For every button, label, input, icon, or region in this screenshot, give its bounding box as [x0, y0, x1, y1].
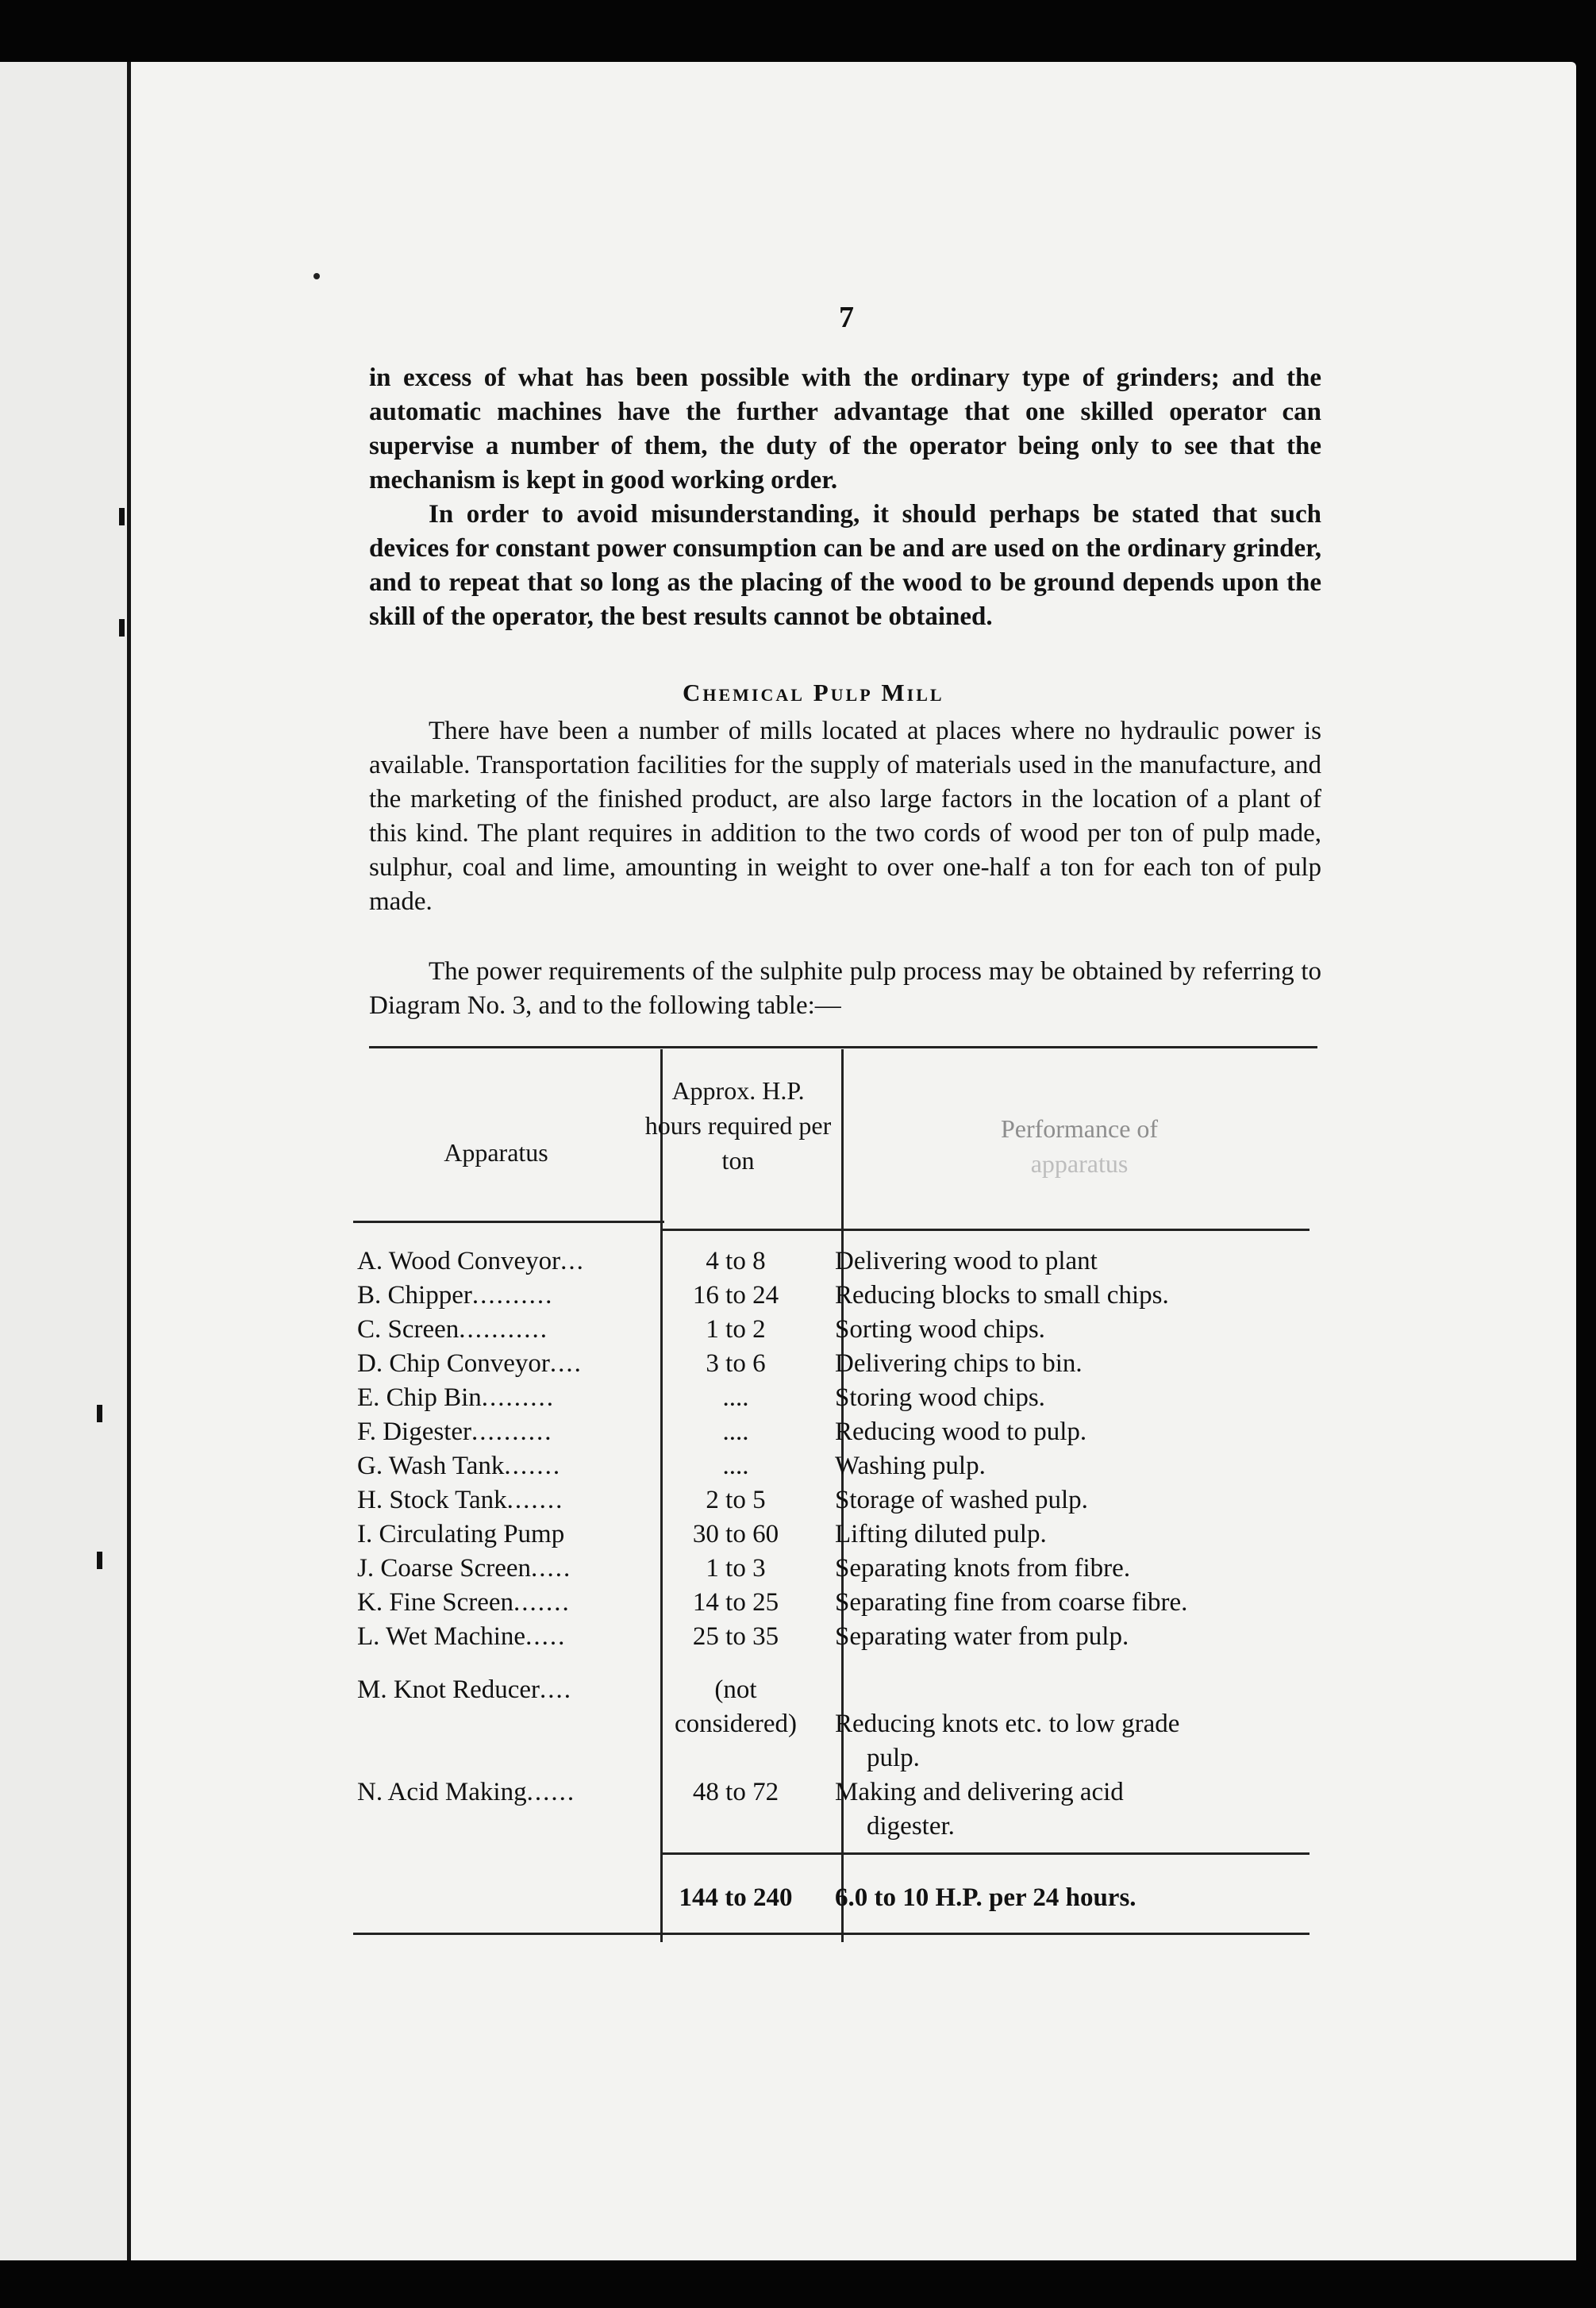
leader-dots: .......... [471, 1417, 553, 1446]
table-row-total [349, 1881, 1317, 1915]
apparatus-name: D. Chip Conveyor [357, 1349, 550, 1378]
apparatus-cell [357, 1483, 643, 1518]
table-row [349, 1313, 1317, 1347]
leader-dots: .......... [471, 1281, 554, 1310]
hp-cell: 30 to 60 [692, 1520, 779, 1548]
leader-dots: .... [540, 1675, 573, 1704]
performance-cell: Washing pulp. [835, 1452, 986, 1480]
apparatus-cell [357, 1279, 643, 1313]
apparatus-name: H. Stock Tank [357, 1486, 507, 1514]
apparatus-name: K. Fine Screen [357, 1588, 514, 1617]
header-line: Performance of [1000, 1114, 1159, 1143]
total-performance-cell: 6.0 to 10 H.P. per 24 hours. [835, 1883, 1136, 1912]
table-row [349, 1775, 1317, 1810]
apparatus-cell [357, 1586, 643, 1620]
performance-cell: Storage of washed pulp. [835, 1486, 1088, 1514]
performance-cell: Separating fine from coarse fibre. [835, 1588, 1188, 1617]
paragraph: There have been a number of mills located at places where no hydraulic power is available. Transportation facilities for the supply of materials used in the manufacture, and the marketing of the finished product, are also large factors in the location of a plant of this kind. The plant requires in addition to the two cords of wood per ton of pulp made, sulphur, coal and lime, amounting in weight to over one-half a ton for each ton of pulp made. [369, 717, 1321, 916]
table-row [349, 1707, 1317, 1741]
page-number: 7 [839, 301, 854, 334]
table-rule-header [353, 1221, 664, 1223]
performance-cell: Sorting wood chips. [835, 1315, 1045, 1344]
table-row [349, 1244, 1317, 1279]
table-row [349, 1483, 1317, 1518]
apparatus-name: J. Coarse Screen [357, 1554, 532, 1583]
leader-dots: .... [549, 1349, 583, 1378]
column-header-hp: Approx. H.P. hours required per ton [644, 1076, 832, 1175]
performance-cell: Separating knots from fibre. [835, 1554, 1131, 1583]
apparatus-name: A. Wood Conveyor [357, 1247, 561, 1275]
total-hp-cell: 144 to 240 [679, 1883, 793, 1912]
table-rule-total [663, 1852, 1309, 1855]
table-row [349, 1449, 1317, 1483]
apparatus-cell [357, 1620, 643, 1654]
apparatus-name: F. Digester [357, 1417, 472, 1446]
table-row [349, 1279, 1317, 1313]
table-rule-header [663, 1229, 1309, 1231]
table-rule-top [369, 1046, 1317, 1048]
leader-dots: ... [560, 1247, 585, 1275]
paragraph: in excess of what has been possible with the ordinary type of grinders; and the automatic machines have the further advantage that one skilled operator can supervise a number of them, the duty of the operator being only to see that the mechanism is kept in good working order. [369, 364, 1321, 494]
apparatus-cell [357, 1518, 643, 1552]
section-heading: Chemical Pulp Mill [683, 679, 944, 706]
margin-mark [119, 619, 125, 637]
performance-cell: Storing wood chips. [835, 1383, 1045, 1412]
performance-cell: digester. [867, 1812, 955, 1841]
paragraph: In order to avoid misunderstanding, it should perhaps be stated that such devices for constant power consumption can be and are used on the ordinary grinder, and to repeat that so long as the placing of the wood to be ground depends upon the skill of the operator, the best results cannot be obtained. [369, 500, 1321, 631]
table-row [349, 1741, 1317, 1775]
paragraph: The power requirements of the sulphite pulp process may be obtained by referring to Diagram No. 3, and to the following table:— [369, 957, 1321, 1020]
leader-dots: ....... [513, 1588, 571, 1617]
hp-cell: 14 to 25 [692, 1588, 779, 1617]
margin-mark [119, 508, 125, 525]
leader-dots: ....... [506, 1486, 564, 1514]
table-rule-bottom [353, 1933, 1309, 1935]
apparatus-name: L. Wet Machine [357, 1622, 526, 1651]
hp-cell: 4 to 8 [706, 1247, 766, 1275]
table-row [349, 1381, 1317, 1415]
performance-cell: Delivering wood to plant [835, 1247, 1098, 1275]
header-line: apparatus [1030, 1149, 1129, 1178]
apparatus-name: I. Circulating Pump [357, 1520, 565, 1548]
performance-cell: Lifting diluted pulp. [835, 1520, 1047, 1548]
hp-cell: 2 to 5 [706, 1486, 766, 1514]
apparatus-cell [357, 1673, 643, 1707]
apparatus-cell [357, 1347, 643, 1381]
apparatus-name: E. Chip Bin [357, 1383, 482, 1412]
leader-dots: ....... [504, 1452, 562, 1480]
apparatus-name: M. Knot Reducer [357, 1675, 540, 1704]
table-row [349, 1415, 1317, 1449]
column-header-performance [841, 1111, 1317, 1181]
hp-cell: 48 to 72 [692, 1778, 779, 1806]
apparatus-cell [357, 1381, 643, 1415]
table-row [349, 1620, 1317, 1654]
apparatus-cell [357, 1415, 643, 1449]
hp-cell: 16 to 24 [692, 1281, 779, 1310]
margin-mark [97, 1405, 102, 1422]
apparatus-cell [357, 1313, 643, 1347]
apparatus-cell [357, 1552, 643, 1586]
hp-cell: (not [714, 1675, 757, 1704]
power-requirements-table [349, 1040, 1317, 1952]
performance-cell: Making and delivering acid [835, 1778, 1124, 1806]
table-row [349, 1586, 1317, 1620]
leader-dots: ......... [481, 1383, 556, 1412]
page-gutter [127, 62, 131, 2260]
table-row [349, 1810, 1317, 1844]
apparatus-name: C. Screen [357, 1315, 460, 1344]
hp-cell: 1 to 2 [706, 1315, 766, 1344]
leader-dots: ..... [525, 1622, 567, 1651]
hp-cell: .... [722, 1417, 749, 1446]
hp-cell: 1 to 3 [706, 1554, 766, 1583]
hp-cell: .... [722, 1452, 749, 1480]
leader-dots: ..... [531, 1554, 572, 1583]
apparatus-name: G. Wash Tank [357, 1452, 505, 1480]
table-row [349, 1518, 1317, 1552]
table-row [349, 1552, 1317, 1586]
leader-dots: ........... [459, 1315, 549, 1344]
hp-cell: 3 to 6 [706, 1349, 766, 1378]
hp-cell: considered) [675, 1710, 797, 1738]
performance-cell: Reducing blocks to small chips. [835, 1281, 1169, 1310]
table-row [349, 1347, 1317, 1381]
facing-page-edge [0, 62, 127, 2260]
performance-cell: pulp. [867, 1744, 920, 1772]
performance-cell: Reducing knots etc. to low grade [835, 1710, 1180, 1738]
hp-cell: .... [722, 1383, 749, 1412]
hp-cell: 25 to 35 [692, 1622, 779, 1651]
apparatus-cell [357, 1244, 643, 1279]
apparatus-name: B. Chipper [357, 1281, 472, 1310]
table-row [349, 1673, 1317, 1707]
apparatus-cell [357, 1449, 643, 1483]
performance-cell: Separating water from pulp. [835, 1622, 1129, 1651]
performance-cell: Delivering chips to bin. [835, 1349, 1083, 1378]
apparatus-name: N. Acid Making [357, 1778, 527, 1806]
column-header-apparatus: Apparatus [444, 1138, 548, 1167]
speck [313, 273, 320, 279]
apparatus-cell [357, 1775, 643, 1810]
leader-dots: ...... [526, 1778, 576, 1806]
margin-mark [97, 1552, 102, 1569]
performance-cell: Reducing wood to pulp. [835, 1417, 1087, 1446]
